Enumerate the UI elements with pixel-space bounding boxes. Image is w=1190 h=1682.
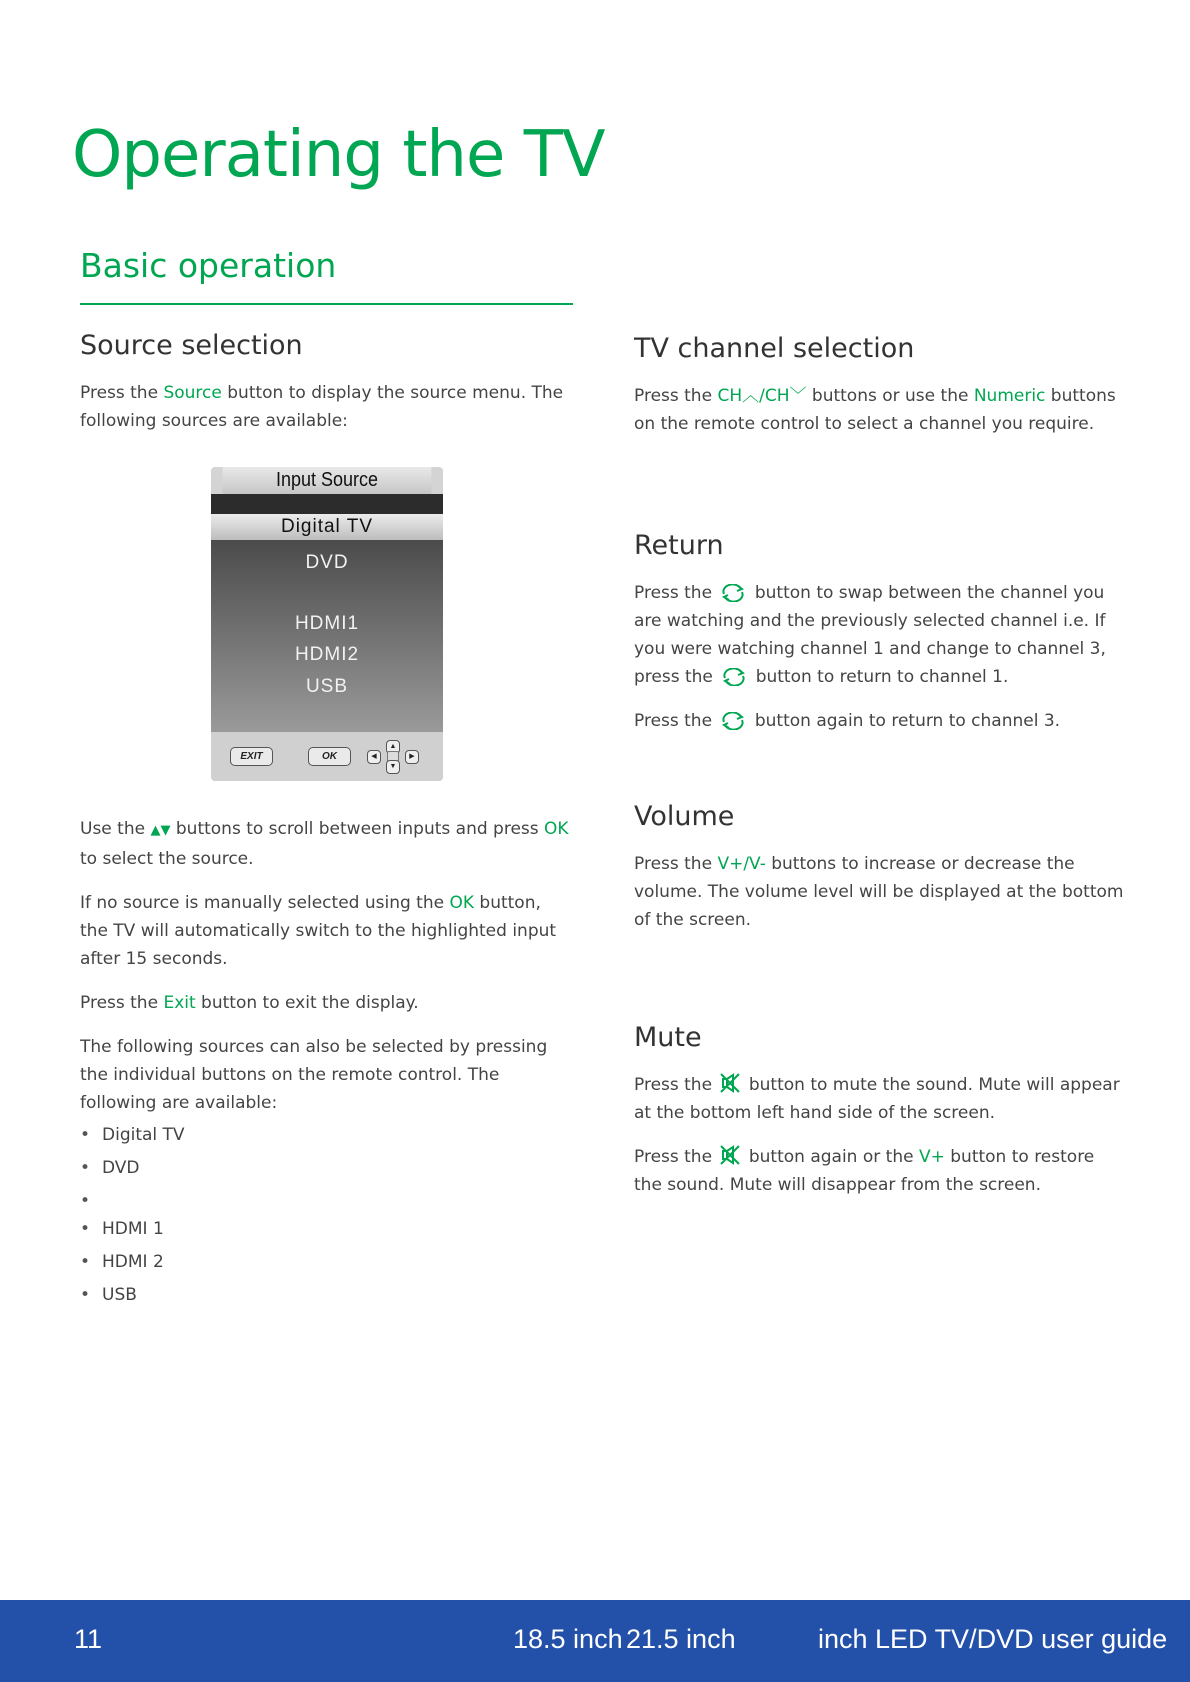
chevron-up-icon: ︿ — [742, 386, 760, 406]
menu-item: HDMI2 — [294, 644, 360, 665]
ok-key-icon: OK — [308, 747, 351, 766]
down-arrow-icon: ▼ — [160, 823, 171, 838]
menu-item: DVD — [305, 552, 349, 573]
mute-icon — [719, 1072, 741, 1094]
list-item: • DVD — [80, 1154, 570, 1187]
mute-heading: Mute — [634, 1022, 702, 1053]
page-number: 11 — [74, 1624, 103, 1654]
list-item: • HDMI 1 — [80, 1215, 570, 1248]
up-key-icon: ▲ — [386, 740, 400, 754]
footer-size-a: 18.5 inch — [513, 1624, 623, 1654]
channel-selection-text: Press the CH︿/CH﹀ buttons or use the Numeric buttons on the remote control to select a channel you require. — [634, 386, 1116, 434]
return-text-2: Press the button again to return to channel 3. — [634, 711, 1061, 731]
source-intro-text: Press the Source button to display the source menu. The following sources are available: — [80, 383, 564, 431]
return-icon — [720, 668, 748, 686]
list-item: • USB — [80, 1281, 570, 1314]
channel-selection-heading: TV channel selection — [634, 333, 915, 364]
menu-item: HDMI1 — [294, 613, 360, 634]
volume-text: Press the V+/V- buttons to increase or decrease the volume. The volume level will be displayed at the bottom of the screen. — [634, 854, 1124, 930]
auto-switch-text: If no source is manually selected using the OK button, the TV will automatically switch to the highlighted input after 15 seconds. — [80, 893, 557, 969]
volume-heading: Volume — [634, 801, 735, 832]
footer-guide-title: inch LED TV/DVD user guide — [818, 1624, 1168, 1654]
scroll-instructions: Use the ▲▼ buttons to scroll between inputs and press OK to select the source. — [80, 819, 569, 869]
menu-selected-item: Digital TV — [211, 514, 443, 540]
menu-item-list — [211, 540, 443, 732]
left-key-icon: ◀ — [367, 750, 381, 764]
exit-key-icon: EXIT — [230, 747, 273, 766]
right-column — [634, 333, 1124, 1215]
chevron-down-icon: ﹀ — [789, 386, 807, 406]
menu-separator-bar — [211, 494, 443, 514]
list-item — [80, 1187, 570, 1215]
remote-sources-text: The following sources can also be selected by pressing the individual buttons on the remote control. The following are available: — [80, 1037, 548, 1113]
source-list — [80, 1121, 570, 1314]
return-icon — [719, 712, 747, 730]
down-key-icon: ▼ — [386, 760, 400, 774]
return-heading: Return — [634, 530, 724, 561]
input-source-menu-illustration — [211, 467, 443, 781]
source-selection-heading: Source selection — [80, 330, 303, 361]
up-arrow-icon: ▲ — [150, 823, 161, 838]
mute-icon — [719, 1144, 741, 1166]
menu-header: Input Source — [223, 467, 432, 494]
exit-instructions: Press the Exit button to exit the display. — [80, 993, 419, 1013]
menu-item: USB — [305, 676, 349, 697]
page-title: Operating the TV — [72, 118, 605, 192]
mute-text: Press the button to mute the sound. Mute will appear at the bottom left hand side of the screen. — [634, 1071, 1124, 1127]
menu-footer — [211, 732, 443, 781]
source-keyword: Source — [163, 383, 222, 403]
page-footer — [0, 1600, 1190, 1682]
return-text: Press the button to swap between the channel you are watching and the previously selected channel i.e. If you were watching channel 1 and change to channel 3, press the button to return to channel 1. — [634, 583, 1106, 687]
footer-size-b: 21.5 inch — [626, 1624, 736, 1654]
section-divider — [80, 303, 573, 305]
left-column — [80, 330, 570, 1314]
list-item: • HDMI 2 — [80, 1248, 570, 1281]
return-icon — [719, 584, 747, 602]
list-item: • Digital TV — [80, 1121, 570, 1154]
right-key-icon: ▶ — [405, 750, 419, 764]
section-title: Basic operation — [80, 246, 337, 285]
mute-text-2: Press the button again or the V+ button to restore the sound. Mute will disappear from the screen. — [634, 1143, 1124, 1199]
